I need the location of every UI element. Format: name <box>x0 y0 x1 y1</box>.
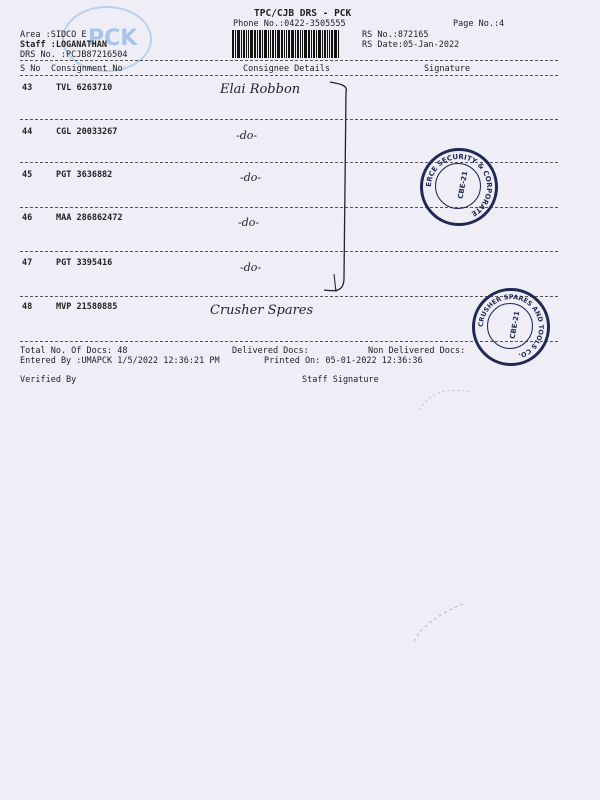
total-docs: Total No. Of Docs: 48 <box>20 346 128 356</box>
non-delivered-docs: Non Delivered Docs: <box>368 346 466 356</box>
handwritten-note: Elai Robbon <box>220 82 301 97</box>
row-consignment: TVL 6263710 <box>56 83 113 93</box>
printed-on: Printed On: 05-01-2022 12:36:36 <box>264 356 423 366</box>
verified-by: Verified By <box>20 375 77 385</box>
row-sno: 48 <box>22 302 33 312</box>
row-divider <box>20 251 558 252</box>
rs-date: RS Date:05-Jan-2022 <box>362 40 460 50</box>
scan-smudge <box>410 380 480 420</box>
stamp-2-center-text: CBE-21 <box>508 310 522 340</box>
handwritten-note: -do- <box>238 216 260 229</box>
document-title: TPC/CJB DRS - PCK <box>254 8 352 19</box>
handwritten-note: -do- <box>236 129 258 142</box>
row-sno: 45 <box>22 170 33 180</box>
entered-by: Entered By :UMAPCK 1/5/2022 12:36:21 PM <box>20 356 220 366</box>
header-divider-top <box>20 60 558 61</box>
delivered-docs: Delivered Docs: <box>232 346 309 356</box>
rs-number: RS No.:872165 <box>362 30 429 40</box>
row-sno: 47 <box>22 258 33 268</box>
handwritten-note: Crusher Spares <box>210 303 314 318</box>
company-stamp-1 <box>420 148 498 226</box>
scan-smudge <box>408 598 468 648</box>
row-consignment: PGT 3395416 <box>56 258 113 268</box>
header-divider-bottom <box>20 75 558 76</box>
column-header-consignment: Consignment No <box>51 64 123 74</box>
staff-label: Staff :LOGANATHAN <box>20 40 107 50</box>
column-header-signature: Signature <box>424 64 471 74</box>
company-stamp-2 <box>472 288 550 366</box>
watermark-text: PCK <box>88 26 138 51</box>
row-sno: 44 <box>22 127 33 137</box>
row-divider <box>20 119 558 120</box>
stamp-2-outer-text: CRUSHER SPARES AND TOOLS CO. <box>476 292 546 360</box>
column-header-sno: S No <box>20 64 41 74</box>
row-sno: 46 <box>22 213 33 223</box>
handwritten-note: -do- <box>240 261 262 274</box>
stamp-1-center-text: CBE-21 <box>456 170 470 200</box>
column-header-consignee: Consignee Details <box>243 64 330 74</box>
row-consignment: PGT 3636882 <box>56 170 113 180</box>
stamp-1-outer-text: ERCE SECURITY & CORPORATE <box>424 152 494 218</box>
barcode <box>232 30 356 58</box>
row-consignment: MVP 21580885 <box>56 302 118 312</box>
drs-number: DRS No. :PCJB87216504 <box>20 50 128 60</box>
staff-signature: Staff Signature <box>302 375 379 385</box>
area-label: Area :SIDCO E <box>20 30 87 40</box>
handwritten-note: -do- <box>240 171 262 184</box>
row-sno: 43 <box>22 83 33 93</box>
row-consignment: CGL 20033267 <box>56 127 118 137</box>
row-consignment: MAA 286862472 <box>56 213 123 223</box>
phone-number: Phone No.:0422-3505555 <box>233 19 346 29</box>
page-number: Page No.:4 <box>453 19 505 29</box>
handwritten-bracket <box>320 78 360 300</box>
